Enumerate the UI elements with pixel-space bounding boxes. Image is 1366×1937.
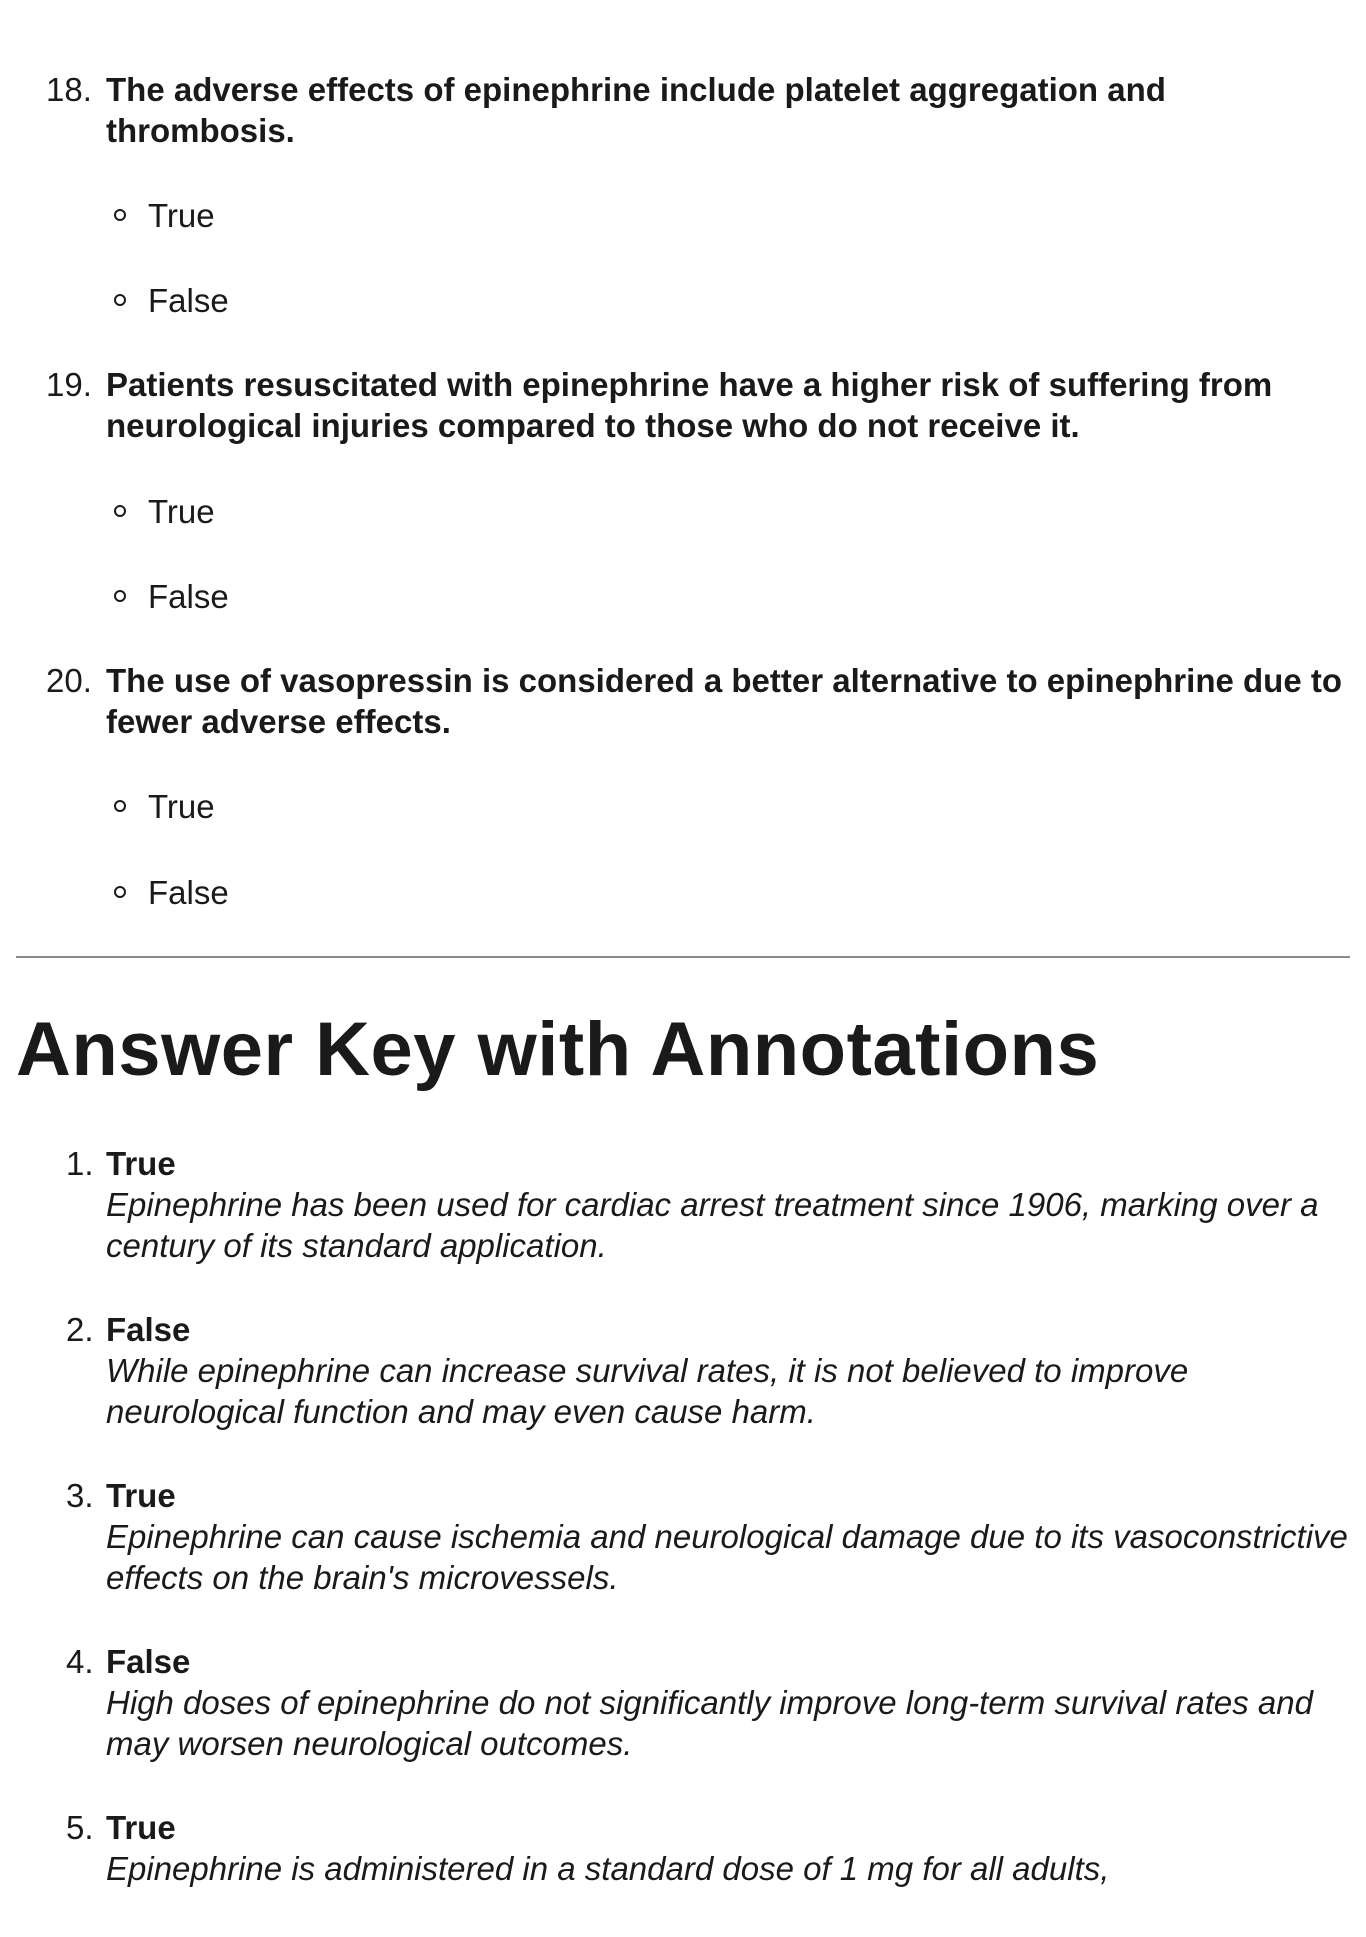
answer-number: 3. — [66, 1477, 94, 1514]
answer-verdict: False — [106, 1643, 191, 1680]
question-number: 20. — [46, 662, 92, 699]
option-label: False — [148, 578, 229, 615]
option-label: False — [148, 282, 229, 319]
circle-bullet-icon — [114, 505, 126, 517]
question-text: The adverse effects of epinephrine include platelet aggregation and thrombosis. — [106, 71, 1166, 149]
answer-verdict: True — [106, 1145, 176, 1182]
answer-verdict: True — [106, 1809, 176, 1846]
answer-annotation: Epinephrine can cause ischemia and neurological damage due to its vasoconstrictive effects on the brain's microvessels. — [106, 1518, 1348, 1596]
answer-verdict: False — [106, 1311, 191, 1348]
circle-bullet-icon — [114, 294, 126, 306]
answer-annotation: Epinephrine has been used for cardiac arrest treatment since 1906, marking over a century of its standard application. — [106, 1186, 1319, 1264]
option-label: True — [148, 197, 215, 234]
answer-number: 4. — [66, 1643, 94, 1680]
circle-bullet-icon — [114, 209, 126, 221]
question-number: 19. — [46, 366, 92, 403]
answer-annotation: High doses of epinephrine do not significantly improve long-term survival rates and may worsen neurological outcomes. — [106, 1684, 1313, 1762]
answer-annotation: Epinephrine is administered in a standard dose of 1 mg for all adults, — [106, 1850, 1110, 1887]
question-text: The use of vasopressin is considered a better alternative to epinephrine due to fewer adverse effects. — [106, 662, 1342, 740]
circle-bullet-icon — [114, 590, 126, 602]
option-label: True — [148, 788, 215, 825]
circle-bullet-icon — [114, 800, 126, 812]
answer-number: 1. — [66, 1145, 94, 1182]
answer-key-title: Answer Key with Annotations — [16, 1007, 1100, 1092]
option-label: True — [148, 493, 215, 530]
question-text: Patients resuscitated with epinephrine have a higher risk of suffering from neurological injuries compared to those who do not receive it. — [106, 366, 1273, 444]
option-label: False — [148, 874, 229, 911]
question-number: 18. — [46, 71, 92, 108]
answer-number: 5. — [66, 1809, 94, 1846]
answer-number: 2. — [66, 1311, 94, 1348]
section-divider — [16, 956, 1350, 958]
circle-bullet-icon — [114, 886, 126, 898]
answer-annotation: While epinephrine can increase survival rates, it is not believed to improve neurological function and may even cause harm. — [106, 1352, 1189, 1430]
answer-verdict: True — [106, 1477, 176, 1514]
